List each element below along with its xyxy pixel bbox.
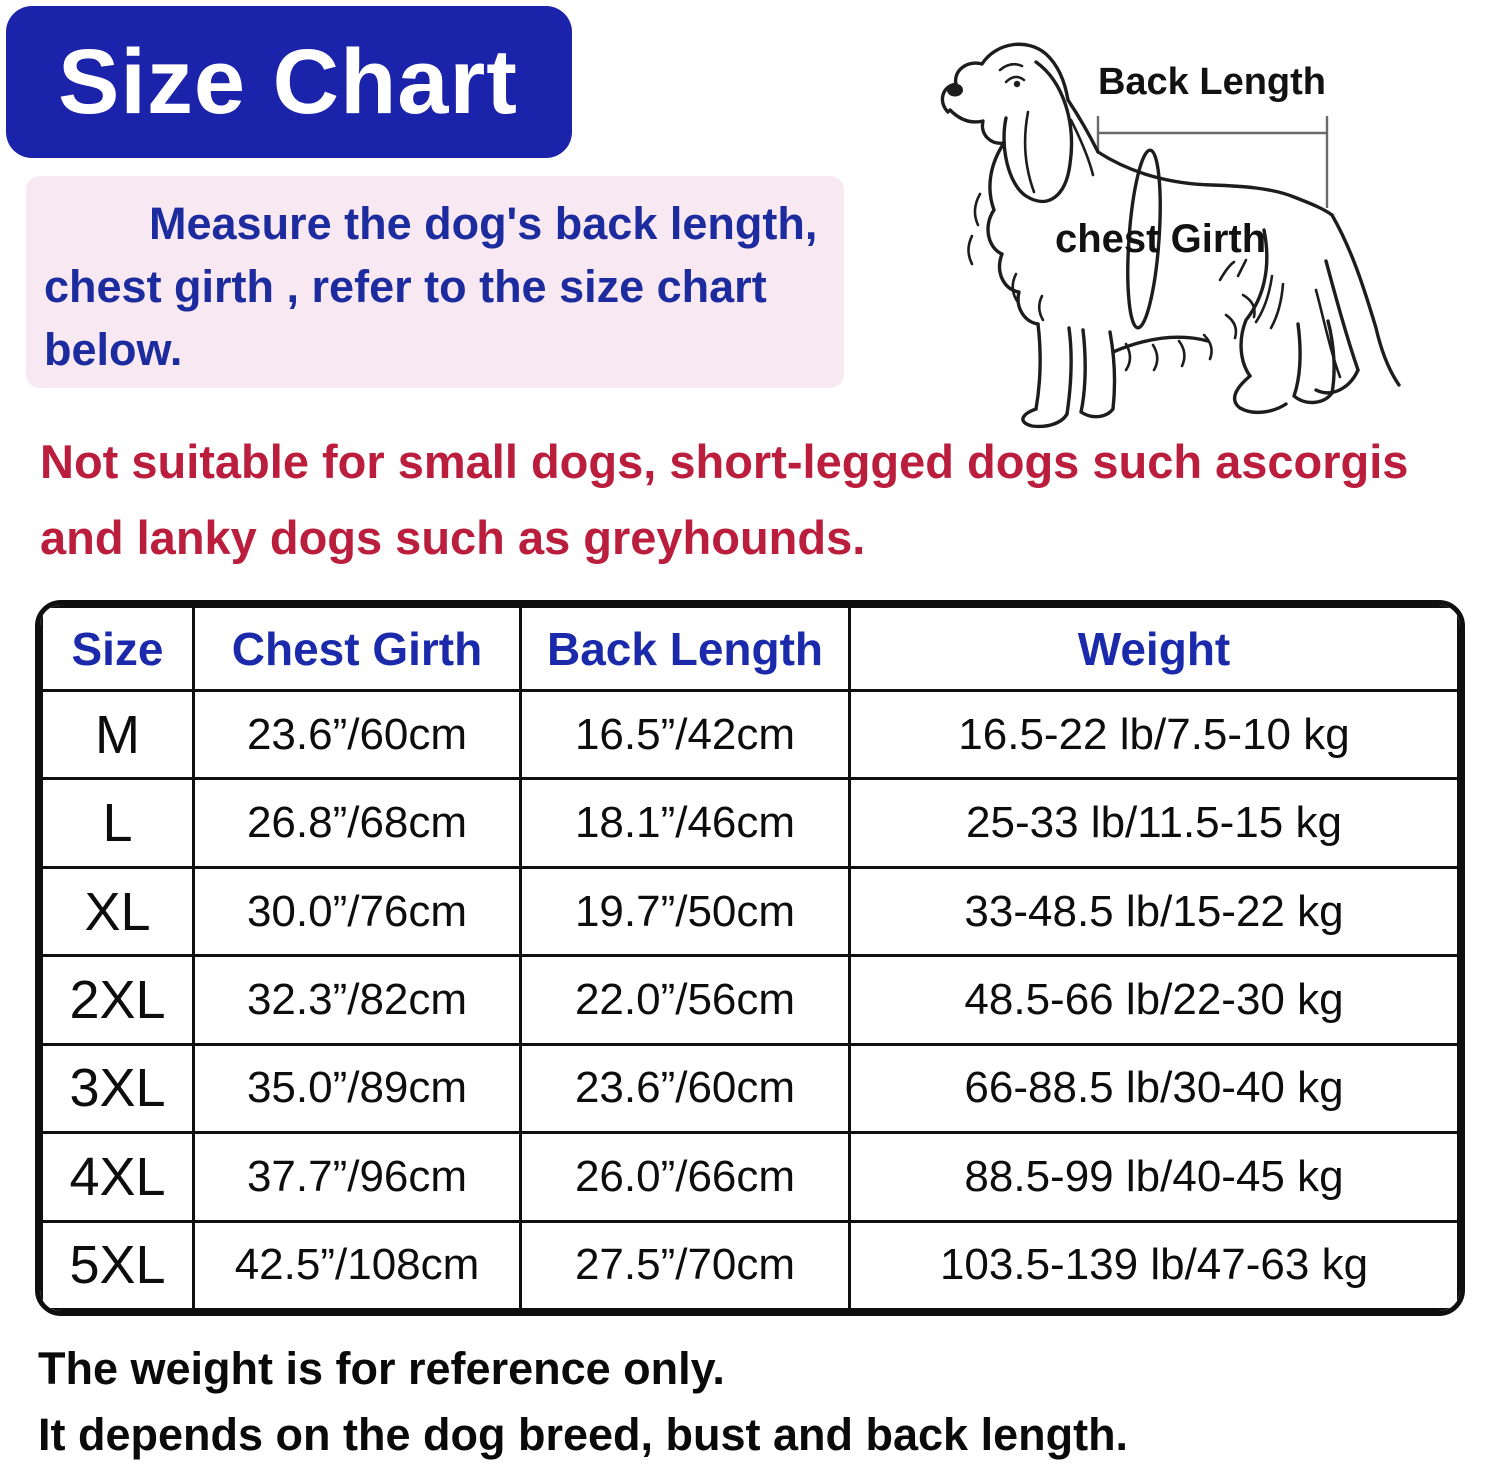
cell-back: 23.6”/60cm bbox=[521, 1044, 850, 1132]
table-row bbox=[42, 1044, 1459, 1132]
cell-weight: 48.5-66 lb/22-30 kg bbox=[850, 956, 1459, 1044]
cell-chest: 42.5”/108cm bbox=[194, 1221, 521, 1309]
weight-reference-note bbox=[38, 1336, 1478, 1468]
cell-weight: 16.5-22 lb/7.5-10 kg bbox=[850, 691, 1459, 779]
table-row bbox=[42, 867, 1459, 955]
cell-size: 5XL bbox=[42, 1221, 194, 1309]
cell-chest: 30.0”/76cm bbox=[194, 867, 521, 955]
cell-back: 19.7”/50cm bbox=[521, 867, 850, 955]
header-back-length: Back Length bbox=[521, 607, 850, 691]
measure-instructions-line-3: below. bbox=[44, 324, 183, 375]
table-row bbox=[42, 1133, 1459, 1221]
table-row bbox=[42, 1221, 1459, 1309]
cell-chest: 37.7”/96cm bbox=[194, 1133, 521, 1221]
cell-size: L bbox=[42, 779, 194, 867]
cell-back: 18.1”/46cm bbox=[521, 779, 850, 867]
cell-chest: 26.8”/68cm bbox=[194, 779, 521, 867]
warning-line-2: and lanky dogs such as greyhounds. bbox=[40, 511, 866, 564]
cell-weight: 33-48.5 lb/15-22 kg bbox=[850, 867, 1459, 955]
cell-weight: 103.5-139 lb/47-63 kg bbox=[850, 1221, 1459, 1309]
page-title: Size Chart bbox=[58, 30, 518, 133]
measure-instructions-line-2: chest girth , refer to the size chart bbox=[44, 261, 767, 312]
table-row bbox=[42, 779, 1459, 867]
cell-back: 16.5”/42cm bbox=[521, 691, 850, 779]
measure-instructions-line-1: Measure the dog's back length, bbox=[149, 198, 818, 249]
header-chest-girth: Chest Girth bbox=[194, 607, 521, 691]
footnote-line-2: It depends on the dog breed, bust and back length. bbox=[38, 1409, 1129, 1460]
header-size: Size bbox=[42, 607, 194, 691]
cell-chest: 23.6”/60cm bbox=[194, 691, 521, 779]
cell-weight: 66-88.5 lb/30-40 kg bbox=[850, 1044, 1459, 1132]
cell-size: XL bbox=[42, 867, 194, 955]
chest-girth-label: chest Girth bbox=[1055, 217, 1267, 261]
table-row bbox=[42, 956, 1459, 1044]
footnote-line-1: The weight is for reference only. bbox=[38, 1343, 725, 1394]
dog-measurement-diagram bbox=[920, 24, 1490, 439]
measure-instructions-box bbox=[26, 176, 844, 388]
table-header-row bbox=[42, 607, 1459, 691]
suitability-warning bbox=[40, 424, 1490, 576]
header-weight: Weight bbox=[850, 607, 1459, 691]
cell-weight: 88.5-99 lb/40-45 kg bbox=[850, 1133, 1459, 1221]
size-table-grid bbox=[40, 605, 1460, 1311]
cell-chest: 32.3”/82cm bbox=[194, 956, 521, 1044]
cell-chest: 35.0”/89cm bbox=[194, 1044, 521, 1132]
cell-back: 22.0”/56cm bbox=[521, 956, 850, 1044]
dog-line-drawing bbox=[920, 24, 1490, 439]
cell-size: 4XL bbox=[42, 1133, 194, 1221]
cell-size: 2XL bbox=[42, 956, 194, 1044]
table-row bbox=[42, 691, 1459, 779]
warning-line-1: Not suitable for small dogs, short-legged dogs such ascorgis bbox=[40, 435, 1409, 488]
cell-size: M bbox=[42, 691, 194, 779]
cell-weight: 25-33 lb/11.5-15 kg bbox=[850, 779, 1459, 867]
cell-back: 27.5”/70cm bbox=[521, 1221, 850, 1309]
back-length-label: Back Length bbox=[1097, 61, 1327, 103]
size-chart-title-banner bbox=[6, 6, 572, 158]
cell-back: 26.0”/66cm bbox=[521, 1133, 850, 1221]
size-table bbox=[35, 600, 1465, 1316]
cell-size: 3XL bbox=[42, 1044, 194, 1132]
